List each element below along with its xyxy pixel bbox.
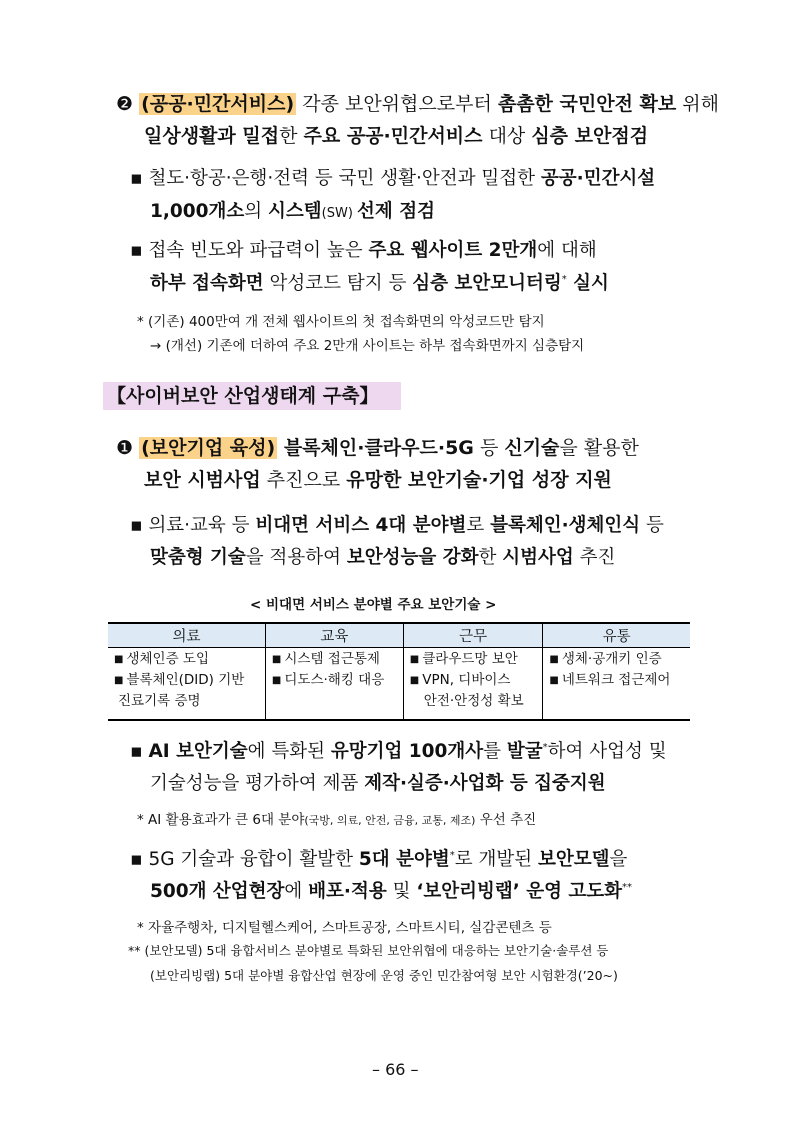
note2-line1: * AI 활용효과가 큰 6대 분야(국방, 의료, 안전, 금융, 교통, 제조) 우선 추진 (137, 812, 537, 828)
cell-item: 클라우드망 보안 (422, 651, 518, 667)
table-cell-medical: ■ 생체인증 도입 ■ 블록체인(DID) 기반 진료기록 증명 (108, 648, 265, 721)
item1-line1: ❶ (보안기업 육성) 블록체인·클라우드·5G 등 신기술을 활용한 (116, 437, 639, 459)
cell-item: 시스템 접근통제 (284, 651, 380, 667)
item1-tag: (보안기업 육성) (141, 437, 276, 459)
bullet-a-line1: ▪ 철도·항공·은행·전력 등 국민 생활·안전과 밀접한 공공·민간시설 (130, 168, 656, 189)
note3-line1: * 자율주행차, 디지털헬스케어, 스마트공장, 스마트시티, 실감콘텐츠 등 (137, 920, 552, 936)
table-header-cell: 근무 (403, 623, 543, 648)
table-cell-retail: ■ 생체·공개키 인증 ■ 네트워크 접근제어 (543, 648, 690, 721)
bullet-d-line2: 기술성능을 평가하여 제품 제작·실증·사업화 등 집중지원 (150, 773, 606, 794)
item2-line2: 일상생활과 밀접한 주요 공공·민간서비스 대상 심층 보안점검 (144, 125, 649, 147)
section-header: 【사이버보안 산업생태계 구축】 (103, 382, 401, 410)
bullet-marker: ▪ (130, 240, 143, 261)
cell-item: VPN, 디바이스 (422, 672, 511, 688)
note1-line2: → (개선) 기존에 더하여 주요 2만개 사이트는 하부 접속화면까지 심층탐지 (150, 338, 585, 354)
bullet-b-line1: ▪ 접속 빈도와 파급력이 높은 주요 웹사이트 2만개에 대해 (130, 240, 597, 261)
page-number: – 66 – (372, 1060, 419, 1079)
cell-item: 안전·안정성 확보 (423, 693, 524, 709)
table-header-cell: 교육 (265, 623, 403, 648)
security-tech-table (108, 622, 690, 721)
table-header-cell: 유통 (543, 623, 690, 648)
bullet-marker: ▪ (130, 741, 143, 762)
bullet-d-line1: ▪ AI 보안기술에 특화된 유망기업 100개사를 발굴*하여 사업성 및 (130, 741, 667, 762)
bullet-c-line2: 맞춤형 기술을 적용하여 보안성능을 강화한 시범사업 추진 (150, 547, 616, 568)
note1-line1: * (기존) 400만여 개 전체 웹사이트의 첫 접속화면의 악성코드만 탐지 (137, 314, 545, 330)
cell-item: 생체인증 도입 (126, 651, 209, 667)
item2-marker: ❷ (116, 93, 134, 115)
item1-line2: 보안 시범사업 추진으로 유망한 보안기술·기업 성장 지원 (144, 469, 612, 491)
item2-line1: ❷ (공공·민간서비스) 각종 보안위협으로부터 촘촘한 국민안전 확보 위해 (116, 93, 720, 115)
cell-item: 진료기록 증명 (118, 693, 201, 709)
bullet-marker: ▪ (130, 849, 143, 870)
table-cell-education: ■ 시스템 접근통제 ■ 디도스·해킹 대응 (265, 648, 403, 721)
item1-marker: ❶ (116, 437, 134, 459)
table-row (108, 648, 690, 721)
bullet-a-line2: 1,000개소의 시스템(SW) 선제 점검 (150, 201, 435, 222)
bullet-e-line2: 500개 산업현장에 배포·적용 및 ‘보안리빙랩’ 운영 고도화** (150, 881, 632, 902)
table-cell-work: ■ 클라우드망 보안 ■ VPN, 디바이스 안전·안정성 확보 (403, 648, 543, 721)
bullet-marker: ▪ (130, 168, 143, 189)
table-header-cell: 의료 (108, 623, 265, 648)
cell-item: 생체·공개키 인증 (561, 651, 662, 667)
table-caption: < 비대면 서비스 분야별 주요 보안기술 > (250, 597, 497, 613)
cell-item: 디도스·해킹 대응 (284, 672, 385, 688)
table-header-row (108, 623, 690, 648)
cell-item: 블록체인(DID) 기반 (126, 672, 245, 688)
note3-line3: (보안리빙랩) 5대 분야별 융합산업 현장에 운영 중인 민간참여형 보안 시험환경(’20~) (150, 968, 618, 983)
note3-line2: ** (보안모델) 5대 융합서비스 분야별로 특화된 보안위협에 대응하는 보안기술·솔루션 등 (128, 943, 609, 958)
bullet-e-line1: ▪ 5G 기술과 융합이 활발한 5대 분야별*로 개발된 보안모델을 (130, 849, 628, 870)
cell-item: 네트워크 접근제어 (561, 672, 671, 688)
bullet-c-line1: ▪ 의료·교육 등 비대면 서비스 4대 분야별로 블록체인·생체인식 등 (130, 515, 664, 536)
item2-tag: (공공·민간서비스) (141, 93, 295, 115)
bullet-marker: ▪ (130, 515, 143, 536)
bullet-b-line2: 하부 접속화면 악성코드 탐지 등 심층 보안모니터링* 실시 (150, 273, 609, 294)
